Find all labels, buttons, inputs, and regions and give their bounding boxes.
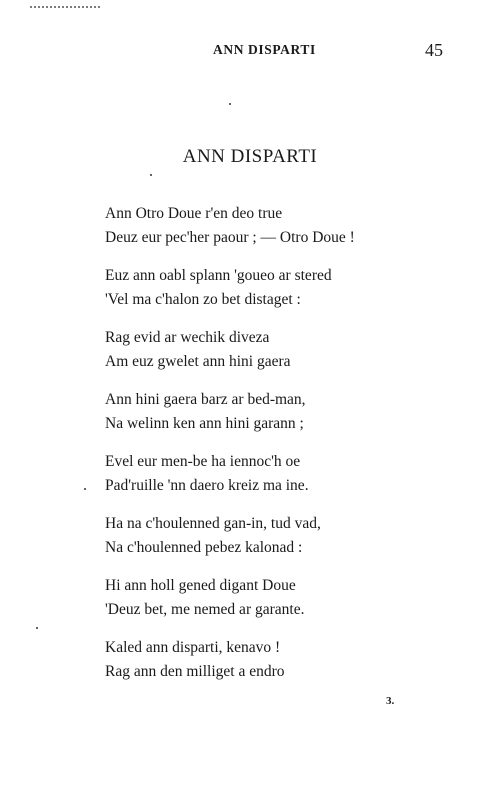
verse-line: Deuz eur pec'her paour ; — Otro Doue ! <box>105 229 355 246</box>
stanza <box>105 264 435 312</box>
running-head: ANN DISPARTI <box>213 42 316 57</box>
verse-line: Hi ann holl gened digant Doue <box>105 577 296 594</box>
verse-line: Kaled ann disparti, kenavo ! <box>105 639 281 656</box>
scan-speck <box>84 488 86 490</box>
poem-body <box>105 202 435 698</box>
verse-line: Na c'houlenned pebez kalonad : <box>105 539 303 556</box>
page-number: 45 <box>425 40 443 60</box>
signature-mark: 3. <box>386 695 395 707</box>
verse-line: Evel eur men-be ha iennoc'h oe <box>105 453 301 470</box>
scan-speck <box>36 627 38 629</box>
scan-speck <box>229 103 231 105</box>
verse-line: Am euz gwelet ann hini gaera <box>105 353 291 370</box>
stanza <box>105 450 435 498</box>
verse-line: 'Vel ma c'halon zo bet distaget : <box>105 291 301 308</box>
stanza <box>105 512 435 560</box>
verse-line: 'Deuz bet, me nemed ar garante. <box>105 601 305 618</box>
verse-line: Na welinn ken ann hini garann ; <box>105 415 304 432</box>
stanza <box>105 326 435 374</box>
stanza <box>105 636 435 684</box>
verse-line: Rag evid ar wechik diveza <box>105 329 270 346</box>
scan-speck <box>150 174 152 176</box>
verse-line: Ann hini gaera barz ar bed-man, <box>105 391 306 408</box>
verse-line: Euz ann oabl splann 'goueo ar stered <box>105 267 332 284</box>
verse-line: Rag ann den milliget a endro <box>105 663 285 680</box>
stanza <box>105 388 435 436</box>
poem-title: ANN DISPARTI <box>182 146 318 167</box>
scan-smudge <box>30 0 100 8</box>
verse-line: Pad'ruille 'nn daero kreiz ma ine. <box>105 477 309 494</box>
stanza <box>105 574 435 622</box>
verse-line: Ann Otro Doue r'en deo true <box>105 205 283 222</box>
verse-line: Ha na c'houlenned gan-in, tud vad, <box>105 515 321 532</box>
stanza <box>105 202 435 250</box>
